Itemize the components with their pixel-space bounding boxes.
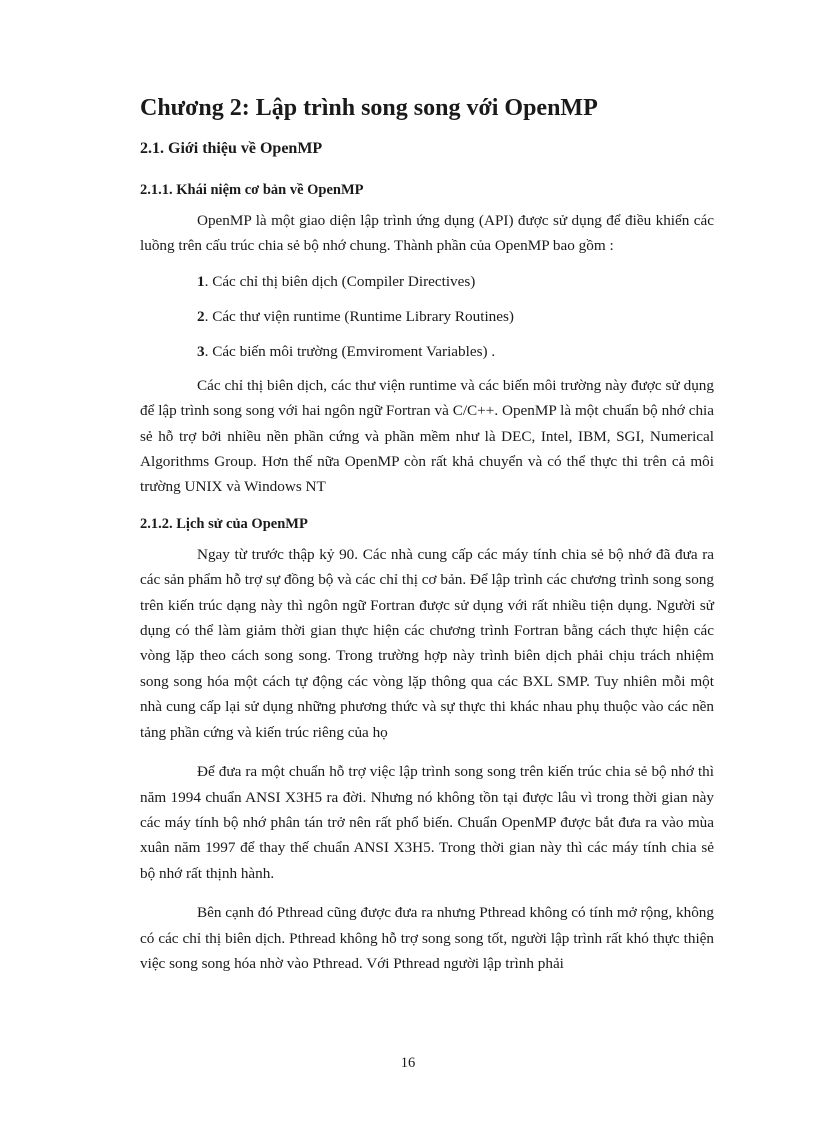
paragraph-history-2: Để đưa ra một chuẩn hỗ trợ việc lập trình song song trên kiến trúc chia sẻ bộ nhớ thì năm 1994 chuẩn ANSI X3H5 ra đời. Nhưng nó không tồn tại được lâu vì trong thời gian này các máy tính bộ nhớ phân tán trở nên rất phổ biến. Chuẩn OpenMP được bắt đưa ra vào mùa xuân năm 1997 để thay thế chuẩn ANSI X3H5. Trong thời gian này thì các máy tính chia sẻ bộ nhớ rất thịnh hành. <box>140 763 714 882</box>
page-number: 16 <box>400 1055 416 1071</box>
list-item-text: . Các biến môi trường (Emviroment Variables) . <box>204 342 496 360</box>
chapter-title: Chương 2: Lập trình song song với OpenMP <box>140 95 598 121</box>
section-title: 2.1. Giới thiệu về OpenMP <box>140 140 323 157</box>
list-item <box>197 304 714 329</box>
list-item-number: 2 <box>197 307 205 325</box>
list-item-number: 3 <box>197 342 205 360</box>
page-content <box>140 92 714 976</box>
list-item <box>197 269 714 294</box>
subsection-title-history: 2.1.2. Lịch sử của OpenMP <box>140 515 308 532</box>
list-item-text: . Các chỉ thị biên dịch (Compiler Directives) <box>204 272 476 290</box>
subsection-title-concepts: 2.1.1. Khái niệm cơ bản về OpenMP <box>140 182 364 198</box>
paragraph-usage: Các chỉ thị biên dịch, các thư viện runtime và các biến môi trường này được sử dụng để lập trình song song với hai ngôn ngữ Fortran và C/C++. OpenMP là một chuẩn bộ nhớ chia sẻ hỗ trợ bởi nhiều nền phần cứng và phần mềm như là DEC, Intel, IBM, SGI, Numerical Algorithms Group. Hơn thế nữa OpenMP còn rất khả chuyển và có thể thực thi trên cả môi trường UNIX và Windows NT <box>140 376 714 496</box>
paragraph-history-3: Bên cạnh đó Pthread cũng được đưa ra nhưng Pthread không có tính mở rộng, không có các chỉ thị biên dịch. Pthread không hỗ trợ song song tốt, người lập trình rất khó thực thiện việc song song hóa nhờ vào Pthread. Với Pthread người lập trình phải <box>140 904 714 972</box>
paragraph-intro: OpenMP là một giao diện lập trình ứng dụng (API) được sử dụng để điều khiển các luồng trên cấu trúc chia sẻ bộ nhớ chung. Thành phần của OpenMP bao gồm : <box>140 212 714 255</box>
list-item <box>197 339 714 364</box>
paragraph-history-1: Ngay từ trước thập kỷ 90. Các nhà cung cấp các máy tính chia sẻ bộ nhớ đã đưa ra các sản phẩm hỗ trợ sự đồng bộ và các chỉ thị cơ bản. Để lập trình các chương trình song song trên kiến trúc dạng này thì ngôn ngữ Fortran được sử dụng với rất nhiều tiện dụng. Người sử dụng có thể làm giảm thời gian thực hiện các chương trình Fortran bằng cách thực hiện các vòng lặp theo cách song song. Trong trường hợp này trình biên dịch phải chịu trách nhiệm song song hóa một cách tự động các vòng lặp thông qua các BXL SMP. Tuy nhiên mỗi một nhà cung cấp lại sử dụng những phương thức và sự thực thi khác nhau phụ thuộc vào các nền tảng phần cứng và kiến trúc riêng của họ <box>140 545 714 741</box>
list-item-number: 1 <box>197 272 205 290</box>
list-item-text: . Các thư viện runtime (Runtime Library Routines) <box>204 307 514 325</box>
